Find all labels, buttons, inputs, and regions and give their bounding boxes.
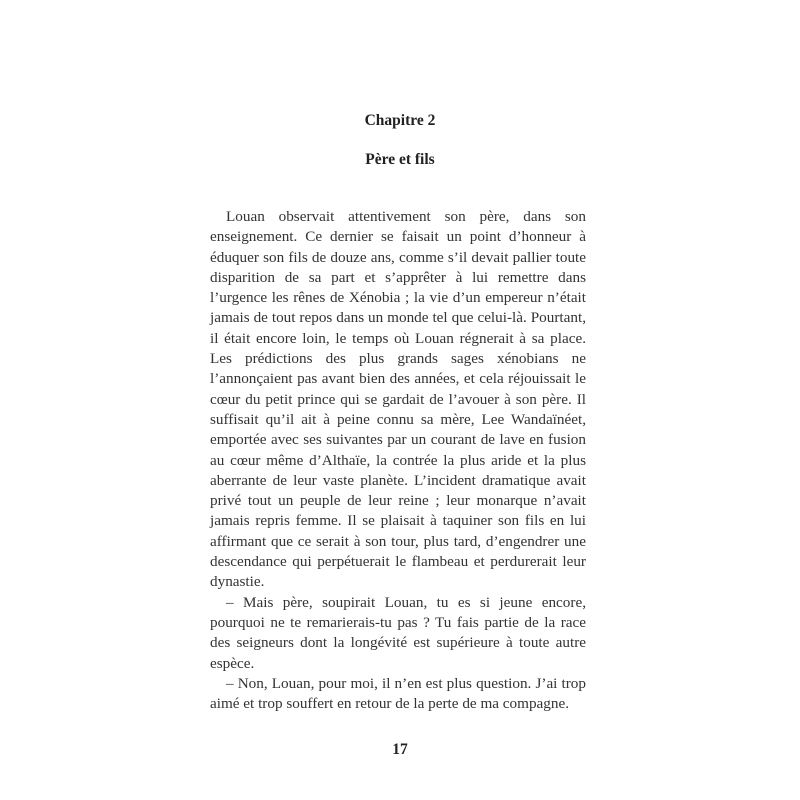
paragraph: – Non, Louan, pour moi, il n’en est plus question. J’ai trop aimé et trop souffert en retour de la perte de ma compagne. (210, 674, 586, 713)
chapter-title: Père et fils (365, 151, 435, 168)
body-text (210, 207, 586, 714)
chapter-label: Chapitre 2 (364, 112, 436, 129)
paragraph: – Mais père, soupirait Louan, tu es si jeune encore, pourquoi ne te remarierais-tu pas ? Tu fais partie de la race des seigneurs dont la longévité est supérieure à toute autre espèce. (210, 593, 586, 672)
page-number: 17 (392, 741, 408, 758)
paragraph: Louan observait attentivement son père, dans son enseignement. Ce dernier se faisait un point d’honneur à éduquer son fils de douze ans, comme s’il devait pallier toute disparition de sa part et s’apprêter à lui remettre dans l’urgence les rênes de Xénobia ; la vie d’un empereur n’était jamais de tout repos dans un monde tel que celui-là. Pourtant, il était encore loin, le temps où Louan régnerait à sa place. Les prédictions des plus grands sages xénobians ne l’annonçaient pas avant bien des années, et cela réjouissait le cœur du petit prince qui se gardait de l’avouer à son père. Il suffisait qu’il ait à peine connu sa mère, Lee Wandaïnéet, emportée avec ses suivantes par un courant de lave en fusion au cœur même d’Althaïe, la contrée la plus aride et la plus aberrante de leur vaste planète. L’incident dramatique avait privé tout un peuple de leur reine ; leur monarque n’avait jamais repris femme. Il se plaisait à taquiner son fils en lui affirmant que ce serait à son tour, plus tard, d’engendrer une descendance qui perpétuerait le flambeau et perdurerait leur dynastie. (210, 208, 586, 591)
